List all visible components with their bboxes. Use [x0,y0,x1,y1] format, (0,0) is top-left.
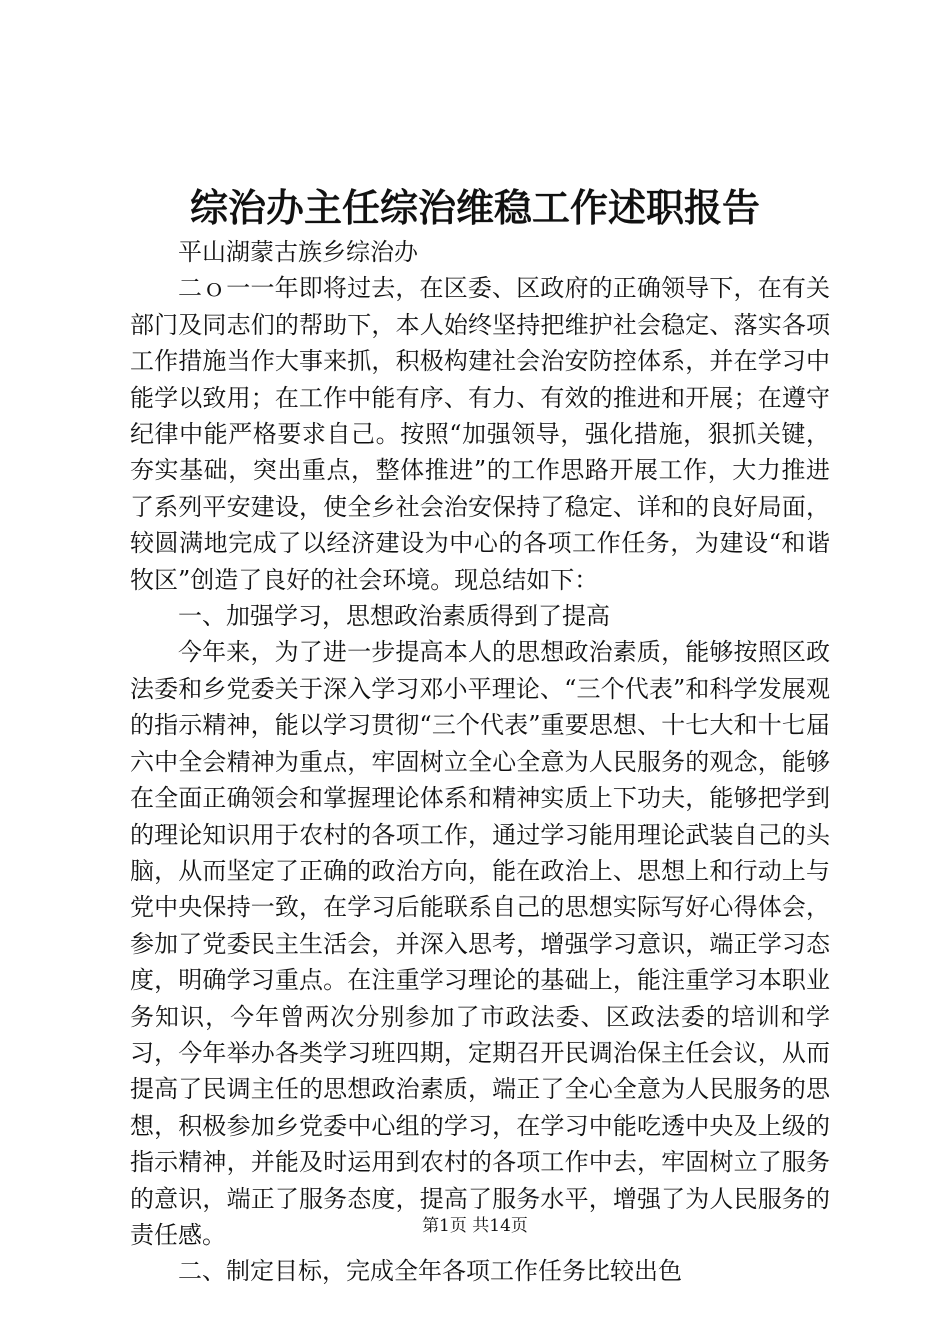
document-title: 综治办主任综治维稳工作述职报告 [189,185,760,230]
author-line: 平山湖蒙古族乡综治办 [178,238,418,266]
section-heading-1: 一、加强学习，思想政治素质得到了提高 [178,602,610,631]
document-body [130,234,830,1290]
page-footer: 第1页 共14页 [422,1216,528,1236]
intro-paragraph: 二ｏ一一年即将过去，在区委、区政府的正确领导下，在有关部门及同志们的帮助下，本人始终坚持把维护社会稳定、落实各项工作措施当作大事来抓，积极构建社会治安防控体系，并在学习中能学以致用；在工作中能有序、有力、有效的推进和开展；在遵守纪律中能严格要求自己。按照“加强领导，强化措施，狠抓关键，夯实基础，突出重点，整体推进”的工作思路开展工作，大力推进了系列平安建设，使全乡社会治安保持了稳定、详和的良好局面，较圆满地完成了以经济建设为中心的各项工作任务，为建设“和谐牧区”创造了良好的社会环境。现总结如下： [130,274,830,594]
section-1-paragraph: 今年来，为了进一步提高本人的思想政治素质，能够按照区政法委和乡党委关于深入学习邓小平理论、“三个代表”和科学发展观的指示精神，能以学习贯彻“三个代表”重要思想、十七大和十七届六中全会精神为重点，牢固树立全心全意为人民服务的观念，能够在全面正确领会和掌握理论体系和精神实质上下功夫，能够把学到的理论知识用于农村的各项工作，通过学习能用理论武装自己的头脑，从而坚定了正确的政治方向，能在政治上、思想上和行动上与党中央保持一致，在学习后能联系自己的思想实际写好心得体会，参加了党委民主生活会，并深入思考，增强学习意识，端正学习态度，明确学习重点。在注重学习理论的基础上，能注重学习本职业务知识，今年曾两次分别参加了市政法委、区政法委的培训和学习，今年举办各类学习班四期，定期召开民调治保主任会议，从而提高了民调主任的思想政治素质，端正了全心全意为人民服务的思想，积极参加乡党委中心组的学习，在学习中能吃透中央及上级的指示精神，并能及时运用到农村的各项工作中去，牢固树立了服务的意识，端正了服务态度，提高了服务水平，增强了为人民服务的责任感。 [130,638,830,1249]
section-heading-2: 二、制定目标，完成全年各项工作任务比较出色 [178,1257,682,1286]
